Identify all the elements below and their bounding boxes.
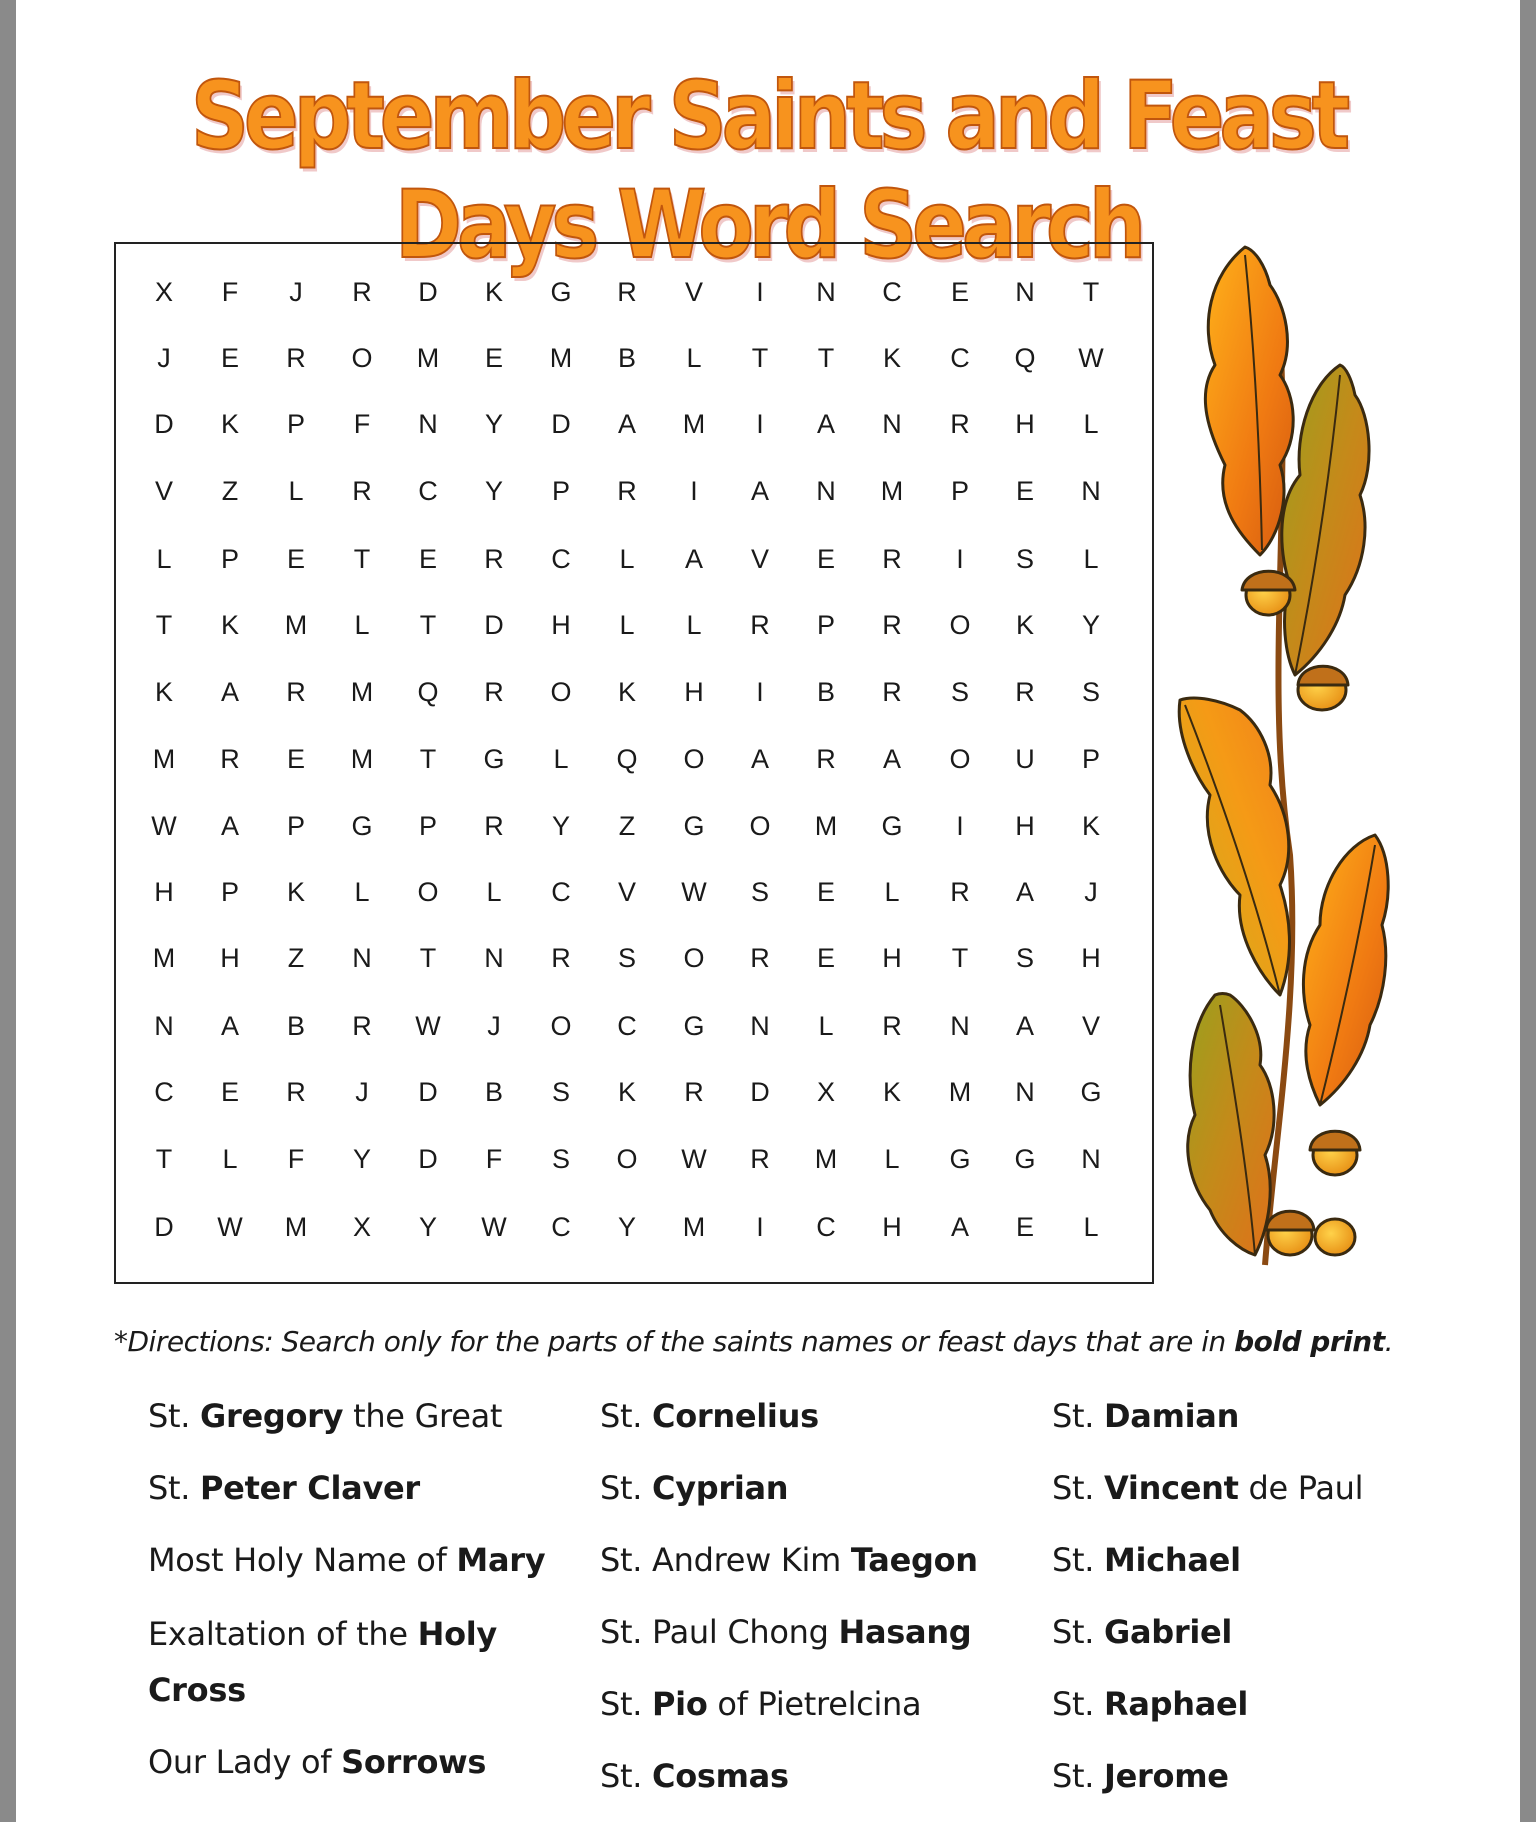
grid-letter: N <box>950 1011 970 1041</box>
grid-letter: L <box>619 544 635 574</box>
leaf-middle <box>1179 698 1289 995</box>
grid-letter: C <box>882 277 902 307</box>
grid-letter: L <box>818 1011 834 1041</box>
grid-letter: T <box>1082 277 1100 307</box>
grid-letter: M <box>284 1212 308 1242</box>
grid-letter: D <box>154 409 174 439</box>
grid-letter: L <box>1083 409 1099 439</box>
grid-letter: G <box>550 277 572 307</box>
grid-letter: L <box>1083 544 1099 574</box>
grid-letter: H <box>1015 409 1035 439</box>
grid-letter: N <box>1015 1077 1035 1107</box>
grid-letter: N <box>154 1011 174 1041</box>
grid-letter: R <box>750 1144 770 1174</box>
grid-letter: R <box>816 744 836 774</box>
grid-letter: Y <box>484 476 503 506</box>
grid-letter: O <box>683 744 705 774</box>
grid-letter: J <box>487 1011 501 1041</box>
grid-letter: V <box>1081 1011 1100 1041</box>
grid-letter: G <box>949 1144 971 1174</box>
grid-letter: F <box>287 1144 305 1174</box>
grid-letter: P <box>816 610 835 640</box>
grid-letter: D <box>418 277 438 307</box>
grid-letter: P <box>950 476 969 506</box>
grid-letter: W <box>415 1011 441 1041</box>
grid-letter: M <box>814 1144 838 1174</box>
grid-letter: H <box>551 610 571 640</box>
word-list-item: St. Paul Chong Hasang <box>600 1613 972 1651</box>
grid-letter: M <box>152 744 176 774</box>
grid-letter: S <box>750 877 769 907</box>
grid-letter: T <box>155 1144 173 1174</box>
grid-letter: V <box>750 544 769 574</box>
grid-letter: A <box>750 744 769 774</box>
word-list-item: St. Gabriel <box>1052 1613 1233 1651</box>
grid-letter: D <box>418 1077 438 1107</box>
grid-letter: V <box>617 877 636 907</box>
grid-letter: W <box>1078 343 1104 373</box>
grid-letter: R <box>882 1011 902 1041</box>
grid-letter: O <box>749 811 771 841</box>
grid-letter: S <box>1015 544 1034 574</box>
word-list-column-2 <box>600 1390 978 1822</box>
grid-letter: L <box>686 610 702 640</box>
grid-letter: O <box>550 1011 572 1041</box>
grid-letter: V <box>154 476 173 506</box>
grid-letter: K <box>1081 811 1100 841</box>
grid-letter: P <box>286 409 305 439</box>
grid-letter: A <box>1015 1011 1034 1041</box>
grid-letter: Y <box>1081 610 1100 640</box>
grid-letter: B <box>286 1011 305 1041</box>
grid-letter: C <box>418 476 438 506</box>
grid-letter: J <box>1084 877 1098 907</box>
word-list-item: St. Gregory the Great <box>148 1397 503 1435</box>
grid-letter: R <box>750 943 770 973</box>
leaf-second <box>1282 365 1369 675</box>
grid-letter: S <box>950 677 969 707</box>
word-list-item: St. Cornelius <box>600 1397 819 1435</box>
grid-letter: U <box>1015 744 1035 774</box>
grid-letter: I <box>756 277 764 307</box>
word-search-grid <box>114 242 1154 1284</box>
grid-letter: K <box>617 677 636 707</box>
grid-letter: J <box>289 277 303 307</box>
grid-letter: M <box>814 811 838 841</box>
grid-letter: R <box>882 544 902 574</box>
grid-letter: T <box>419 943 437 973</box>
grid-letter: K <box>617 1077 636 1107</box>
grid-letter: C <box>551 544 571 574</box>
grid-letter: A <box>816 409 835 439</box>
grid-letter: G <box>351 811 373 841</box>
grid-letter: C <box>551 877 571 907</box>
grid-letter: P <box>551 476 570 506</box>
word-list-item: St. Vincent de Paul <box>1052 1469 1364 1507</box>
grid-letter: O <box>949 610 971 640</box>
grid-letter: E <box>816 943 835 973</box>
grid-letter: R <box>950 409 970 439</box>
grid-letter: M <box>948 1077 972 1107</box>
grid-letter: R <box>750 610 770 640</box>
word-list-item: Exaltation of the Holy Cross <box>148 1615 497 1709</box>
grid-letter: T <box>951 943 969 973</box>
autumn-leaves-illustration <box>1170 235 1400 1275</box>
grid-letter: M <box>682 1212 706 1242</box>
grid-letter: R <box>882 677 902 707</box>
grid-letter: M <box>682 409 706 439</box>
grid-letter: T <box>419 610 437 640</box>
grid-letter: D <box>154 1212 174 1242</box>
word-list-item: St. Cosmas <box>600 1757 789 1795</box>
grid-letter: Y <box>352 1144 371 1174</box>
grid-letter: W <box>681 1144 707 1174</box>
grid-letter: I <box>756 677 764 707</box>
grid-letter: M <box>880 476 904 506</box>
grid-letter: T <box>751 343 769 373</box>
grid-letter: W <box>681 877 707 907</box>
grid-letter: X <box>352 1212 371 1242</box>
grid-letter: G <box>683 811 705 841</box>
grid-letter: K <box>220 409 239 439</box>
grid-letter: K <box>154 677 173 707</box>
grid-letter: M <box>284 610 308 640</box>
leaf-bottom <box>1188 994 1274 1256</box>
grid-letter: R <box>286 677 306 707</box>
grid-letter: S <box>1015 943 1034 973</box>
grid-letter: R <box>484 677 504 707</box>
grid-letter: Y <box>418 1212 437 1242</box>
grid-letter: L <box>884 877 900 907</box>
grid-letter: N <box>816 476 836 506</box>
grid-letter: P <box>1081 744 1100 774</box>
grid-letter: E <box>220 1077 239 1107</box>
word-list-item: St. Peter Claver <box>148 1469 420 1507</box>
grid-letter: C <box>154 1077 174 1107</box>
grid-letter: A <box>684 544 703 574</box>
grid-letter: R <box>484 811 504 841</box>
grid-letter: R <box>352 1011 372 1041</box>
grid-letter: I <box>756 1212 764 1242</box>
grid-letter: R <box>617 277 637 307</box>
grid-letter: M <box>416 343 440 373</box>
grid-letter: C <box>551 1212 571 1242</box>
grid-letter: N <box>816 277 836 307</box>
grid-letter: R <box>950 877 970 907</box>
grid-letter: Q <box>1014 343 1036 373</box>
grid-letter: L <box>884 1144 900 1174</box>
grid-letter: E <box>1015 476 1034 506</box>
grid-letter: M <box>152 943 176 973</box>
grid-letter: B <box>816 677 835 707</box>
word-list-column-3 <box>1052 1390 1363 1822</box>
grid-letter: I <box>690 476 698 506</box>
word-list-item: St. Pio of Pietrelcina <box>600 1685 922 1723</box>
word-list-item: Most Holy Name of Mary <box>148 1541 546 1579</box>
grid-letter: D <box>484 610 504 640</box>
word-list-item: St. Andrew Kim Taegon <box>600 1541 978 1579</box>
grid-letter: R <box>484 544 504 574</box>
word-list-item: St. Michael <box>1052 1541 1241 1579</box>
grid-letter: W <box>217 1212 243 1242</box>
grid-letter: Y <box>617 1212 636 1242</box>
directions-text: *Directions: Search only for the parts of the saints names or feast days that are in bold print. <box>114 1325 1393 1358</box>
grid-letter: H <box>882 1212 902 1242</box>
grid-letter: Z <box>287 943 305 973</box>
grid-letter: A <box>220 677 239 707</box>
grid-letter: G <box>483 744 505 774</box>
grid-letter: A <box>882 744 901 774</box>
grid-letter: I <box>956 811 964 841</box>
grid-letter: Q <box>417 677 439 707</box>
grid-letter: L <box>354 877 370 907</box>
grid-letter: N <box>1015 277 1035 307</box>
grid-letter: E <box>816 544 835 574</box>
grid-letter: L <box>222 1144 238 1174</box>
grid-letter: L <box>1083 1212 1099 1242</box>
word-list-item: St. Cyprian <box>600 1469 789 1507</box>
grid-letter: X <box>154 277 173 307</box>
grid-letter: I <box>756 409 764 439</box>
grid-letter: C <box>617 1011 637 1041</box>
grid-letter: K <box>220 610 239 640</box>
grid-letter: N <box>882 409 902 439</box>
grid-letter: O <box>417 877 439 907</box>
grid-letter: H <box>220 943 240 973</box>
grid-letter: C <box>816 1212 836 1242</box>
word-list-item: St. Damian <box>1052 1397 1240 1435</box>
grid-letter: O <box>550 677 572 707</box>
grid-letter: F <box>353 409 371 439</box>
grid-letter: K <box>882 1077 901 1107</box>
grid-letter: E <box>286 744 305 774</box>
grid-letter: G <box>683 1011 705 1041</box>
grid-letter: X <box>816 1077 835 1107</box>
grid-letter: N <box>352 943 372 973</box>
grid-letter: R <box>684 1077 704 1107</box>
grid-letter: T <box>419 744 437 774</box>
grid-letter: E <box>950 277 969 307</box>
grid-letter: W <box>481 1212 507 1242</box>
word-list-column-1 <box>148 1390 568 1808</box>
grid-letter: H <box>1015 811 1035 841</box>
grid-letter: L <box>486 877 502 907</box>
grid-letter: Z <box>221 476 239 506</box>
grid-letter: W <box>151 811 177 841</box>
grid-letter: A <box>1015 877 1034 907</box>
grid-letter: A <box>950 1212 969 1242</box>
grid-letter: L <box>619 610 635 640</box>
grid-letter: R <box>617 476 637 506</box>
grid-letter: A <box>220 1011 239 1041</box>
word-list-item: St. Raphael <box>1052 1685 1249 1723</box>
grid-letter: P <box>286 811 305 841</box>
grid-letter: Y <box>484 409 503 439</box>
word-list-item: Our Lady of Sorrows <box>148 1743 487 1781</box>
grid-letter: A <box>617 409 636 439</box>
grid-letter: A <box>750 476 769 506</box>
grid-letter: E <box>418 544 437 574</box>
grid-letter: T <box>817 343 835 373</box>
grid-letter: I <box>956 544 964 574</box>
grid-letter: G <box>1080 1077 1102 1107</box>
grid-letter: P <box>220 544 239 574</box>
grid-letter: E <box>1015 1212 1034 1242</box>
grid-letter: R <box>1015 677 1035 707</box>
grid-letter: H <box>882 943 902 973</box>
grid-letter: O <box>683 943 705 973</box>
grid-letter: S <box>617 943 636 973</box>
grid-letter: L <box>553 744 569 774</box>
grid-letter: C <box>950 343 970 373</box>
grid-letter: K <box>1015 610 1034 640</box>
grid-letter: G <box>1014 1144 1036 1174</box>
grid-letter: H <box>1081 943 1101 973</box>
leaf-right <box>1303 835 1388 1105</box>
grid-letter: Z <box>618 811 636 841</box>
grid-letter: B <box>484 1077 503 1107</box>
grid-letter: O <box>949 744 971 774</box>
grid-letter: M <box>350 744 374 774</box>
grid-letter: V <box>684 277 703 307</box>
grid-letter: M <box>549 343 573 373</box>
grid-letter: T <box>155 610 173 640</box>
grid-letter: K <box>286 877 305 907</box>
grid-letter: N <box>418 409 438 439</box>
grid-letter: F <box>221 277 239 307</box>
grid-letter: R <box>882 610 902 640</box>
grid-letter: K <box>882 343 901 373</box>
grid-letter: G <box>881 811 903 841</box>
word-list-item: St. Jerome <box>1052 1757 1229 1795</box>
grid-letter: D <box>418 1144 438 1174</box>
grid-letter: E <box>484 343 503 373</box>
grid-letter: E <box>816 877 835 907</box>
grid-letter: L <box>156 544 172 574</box>
grid-letter: S <box>551 1077 570 1107</box>
grid-letter: N <box>1081 1144 1101 1174</box>
grid-letter: P <box>220 877 239 907</box>
grid-letter: O <box>351 343 373 373</box>
grid-letter: R <box>286 1077 306 1107</box>
grid-letter: D <box>750 1077 770 1107</box>
grid-letter: R <box>286 343 306 373</box>
grid-letter: N <box>1081 476 1101 506</box>
grid-letter: L <box>686 343 702 373</box>
grid-letter: P <box>418 811 437 841</box>
grid-letter: A <box>220 811 239 841</box>
grid-letter: Q <box>616 744 638 774</box>
grid-letter: L <box>288 476 304 506</box>
grid-letter: D <box>551 409 571 439</box>
grid-letter: N <box>484 943 504 973</box>
grid-letter: R <box>352 476 372 506</box>
grid-letter: F <box>485 1144 503 1174</box>
grid-letter: K <box>484 277 503 307</box>
grid-letter: N <box>750 1011 770 1041</box>
grid-letter: H <box>684 677 704 707</box>
page-title: September Saints and Feast Days Word Search <box>190 62 1346 280</box>
grid-letter: H <box>154 877 174 907</box>
grid-letter: R <box>352 277 372 307</box>
grid-letter: M <box>350 677 374 707</box>
grid-letter: E <box>220 343 239 373</box>
grid-letter: J <box>157 343 171 373</box>
grid-letter: J <box>355 1077 369 1107</box>
grid-letter: R <box>220 744 240 774</box>
grid-letter: Y <box>551 811 570 841</box>
grid-letter: E <box>286 544 305 574</box>
grid-letter: L <box>354 610 370 640</box>
grid-letter: R <box>551 943 571 973</box>
grid-letter: B <box>617 343 636 373</box>
grid-letter: T <box>353 544 371 574</box>
grid-letter: O <box>616 1144 638 1174</box>
grid-letter: S <box>1081 677 1100 707</box>
grid-letter: S <box>551 1144 570 1174</box>
